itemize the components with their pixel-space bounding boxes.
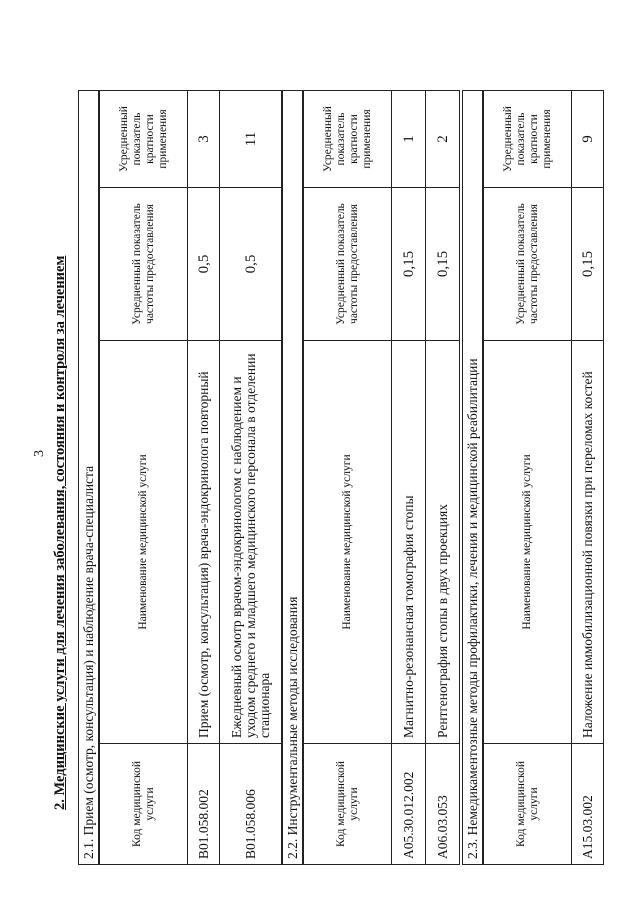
table-row <box>571 91 603 864</box>
main-title: 2. Медицинские услуги для лечения заболевания, состояния и контроля за лечением <box>52 255 68 810</box>
header-frequency: Усредненный показатель частоты предоставления <box>304 188 391 341</box>
service-multiplicity: 2 <box>426 91 459 188</box>
table-row <box>219 91 281 864</box>
section-2-1-table <box>78 90 282 865</box>
service-code: A05.30.012.002 <box>400 771 416 859</box>
page-number: 3 <box>32 450 47 457</box>
table-header-row <box>483 91 571 864</box>
service-frequency: 0,5 <box>188 188 219 341</box>
section-2-2-table <box>282 90 460 865</box>
header-name: Наименование медицинской услуги <box>100 341 187 744</box>
service-code: A15.03.002 <box>579 795 595 859</box>
header-frequency: Усредненный показатель частоты предоставления <box>484 188 571 341</box>
table-row <box>187 91 219 864</box>
service-frequency: 0,15 <box>392 188 425 341</box>
header-name: Наименование медицинской услуги <box>484 341 571 744</box>
section-2-3-table <box>462 90 604 865</box>
service-frequency: 0,15 <box>572 188 603 341</box>
header-name: Наименование медицинской услуги <box>304 341 391 744</box>
header-multiplicity: Усредненный показатель кратности применения <box>484 91 571 188</box>
service-code: B01.058.002 <box>195 789 211 859</box>
table-header-row <box>303 91 391 864</box>
service-multiplicity: 3 <box>188 91 219 188</box>
service-code: A06.03.053 <box>434 795 450 859</box>
service-multiplicity: 9 <box>572 91 603 188</box>
service-frequency: 0,15 <box>426 188 459 341</box>
header-code: Код медицинской услуги <box>130 761 156 847</box>
service-multiplicity: 1 <box>392 91 425 188</box>
section-title: 2.1. Прием (осмотр, консультация) и наблюдение врача-специалиста <box>79 91 99 864</box>
service-frequency: 0,5 <box>220 188 281 341</box>
table-row <box>391 91 425 864</box>
service-name: Магнитно-резонансная томография стопы <box>392 341 425 744</box>
service-name: Рентгенография стопы в двух проекциях <box>426 341 459 744</box>
service-name: Ежедневный осмотр врачом-эндокринологом с наблюдением и уходом среднего и младшего медицинского персонала в отделении стационара <box>220 341 281 744</box>
service-multiplicity: 11 <box>220 91 281 188</box>
header-multiplicity: Усредненный показатель кратности применения <box>100 91 187 188</box>
table-row <box>425 91 459 864</box>
service-name: Прием (осмотр, консультация) врача-эндокринолога повторный <box>188 341 219 744</box>
table-header-row <box>99 91 187 864</box>
service-code: B01.058.006 <box>242 789 258 859</box>
service-name: Наложение иммобилизационной повязки при переломах костей <box>572 341 603 744</box>
section-title: 2.3. Немедикаментозные методы профилактики, лечения и медицинской реабилитации <box>463 91 483 864</box>
header-code: Код медицинской услуги <box>334 761 360 847</box>
header-multiplicity: Усредненный показатель кратности применения <box>304 91 391 188</box>
header-code: Код медицинской услуги <box>514 761 540 847</box>
header-frequency: Усредненный показатель частоты предоставления <box>100 188 187 341</box>
section-title: 2.2. Инструментальные методы исследования <box>283 91 303 864</box>
